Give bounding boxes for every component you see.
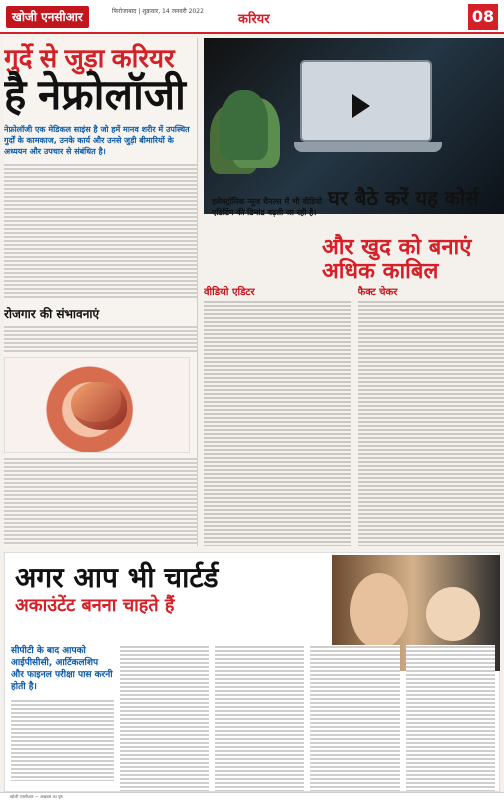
body-lines-2 bbox=[4, 325, 197, 353]
feature-articles bbox=[204, 282, 504, 546]
page-header bbox=[0, 0, 504, 34]
left-article bbox=[4, 38, 198, 546]
ca-lines-4 bbox=[310, 645, 399, 791]
article-body-3 bbox=[4, 457, 197, 546]
play-icon bbox=[352, 94, 370, 118]
ca-subtitle: अकाउंटेंट बनना चाहते हैं bbox=[15, 595, 175, 616]
section-title: करियर bbox=[238, 12, 270, 27]
plant-icon bbox=[220, 90, 268, 160]
section-subhead: रोजगार की संभावनाएं bbox=[4, 307, 100, 321]
article-lede: नेफ्रोलॉजी एक मेडिकल साइंस है जो हमें मानव शरीर में उपस्थित गुर्दों के कामकाज, उनके कार्य और उनसे जुड़ी बीमारियों के अध्ययन और उपचार से संबंधित है। bbox=[4, 125, 190, 156]
ca-feature bbox=[4, 552, 500, 792]
page-footer: खोजी एनसीआर — अखबार का पृष्ठ bbox=[0, 792, 504, 800]
ca-lines-1 bbox=[11, 699, 114, 781]
body-lines bbox=[4, 163, 197, 299]
article-lines-1 bbox=[204, 300, 351, 546]
feature-note: इलेक्ट्रॉनिक न्यूज चैनल्स में भी वीडियो एडिटिंग की डिमांड बढ़ती जा रही है। bbox=[212, 197, 323, 217]
kidney-image bbox=[4, 357, 190, 453]
feature-title-red: और खुद को बनाएं अधिक काबिल bbox=[322, 235, 472, 284]
ca-lead: सीपीटी के बाद आपको आईपीसीसी, आर्टिकलशिप और फाइनल परीक्षा पास करनी होती है। bbox=[11, 646, 113, 692]
ca-column-1 bbox=[11, 645, 114, 791]
article-column-2 bbox=[358, 282, 504, 546]
kidney-icon bbox=[71, 382, 127, 430]
ca-lines-3 bbox=[215, 645, 304, 791]
article-body-2 bbox=[4, 325, 197, 353]
ca-lines-2 bbox=[120, 645, 209, 791]
brand-logo: खोजी एनसीआर bbox=[6, 6, 89, 28]
body-lines-3 bbox=[4, 457, 197, 546]
ca-columns bbox=[5, 645, 501, 791]
article-column-1 bbox=[204, 282, 351, 546]
ca-lines-5 bbox=[406, 645, 495, 791]
article-headline: है नेफ्रोलॉजी bbox=[4, 71, 186, 118]
page-number: 08 bbox=[468, 4, 498, 30]
article-subhead-2: फैक्ट चेकर bbox=[357, 287, 398, 298]
article-kicker: गुर्दे से जुड़ा करियर bbox=[4, 43, 175, 73]
article-lines-2 bbox=[358, 300, 504, 546]
feature-title: घर बैठे करें यह कोर्स bbox=[328, 186, 479, 210]
edition-info: फिरोजाबाद | शुक्रवार, 14 जनवरी 2022 bbox=[112, 8, 204, 15]
main-feature bbox=[204, 38, 504, 546]
ca-title: अगर आप भी चार्टर्ड bbox=[15, 561, 219, 594]
article-body bbox=[4, 163, 197, 299]
article-subhead-1: वीडियो एडिटर bbox=[204, 287, 255, 298]
